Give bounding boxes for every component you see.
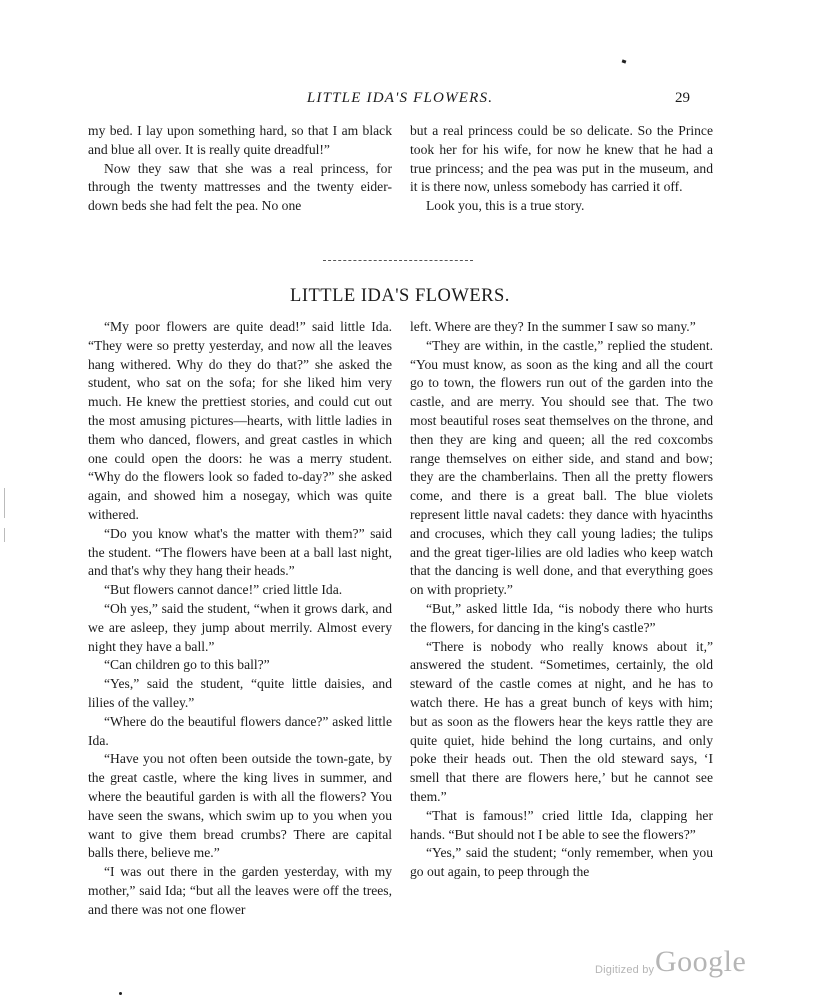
paragraph: my bed. I lay upon something hard, so that I am black and blue all over. It is really quite dreadful!” [88, 123, 392, 157]
paragraph: “They are within, in the castle,” replied the student. “You must know, as soon as the king and all the court go to town, the flowers run out of the garden into the castle, and are merry. You should see that. The two most beautiful roses seat themselves on the throne, and then they are king and queen; all the red coxcombs range themselves on either side, and stand and bow; they are the chamberlains. Then all the pretty flowers come, and there is a great ball. The blue violets represent little naval cadets: they dance with hyacinths and crocuses, which they call young ladies; the tulips and the great tiger-lilies are old ladies who keep watch that the dancing is well done, and that everything goes on with propriety.” [410, 337, 713, 598]
digitized-watermark [595, 945, 765, 981]
story-left-column [88, 318, 392, 920]
paragraph: “I was out there in the garden yesterday, with my mother,” said Ida; “but all the leaves were off the trees, and there was not one flower [88, 864, 392, 917]
page-number: 29 [675, 90, 690, 106]
running-title: LITTLE IDA'S FLOWERS. [306, 90, 494, 106]
running-head [0, 90, 832, 110]
paragraph: “That is famous!” cried little Ida, clapping her hands. “But should not I be able to see the flowers?” [410, 807, 713, 842]
paragraph: “Have you not often been outside the town-gate, by the great castle, where the king lives in summer, and where the beautiful garden is with all the flowers? You have seen the swans, which swim up to you when you want to give them bread crumbs? There are capital balls there, believe me.” [88, 751, 392, 861]
paragraph: “Where do the beautiful flowers dance?” asked little Ida. [88, 713, 392, 748]
paragraph: Look you, this is a true story. [426, 198, 585, 214]
previous-story-right-column [410, 122, 713, 216]
previous-story-left-column [88, 122, 392, 216]
paragraph: “Do you know what's the matter with them?” said the student. “The flowers have been at a ball last night, and that's why they hang their heads.” [88, 525, 392, 579]
stray-ink-mark [622, 59, 627, 63]
story-right-column [410, 318, 713, 882]
watermark-prefix: Digitized by [595, 964, 655, 976]
google-logo: Google [655, 945, 747, 978]
paragraph: “But flowers cannot dance!” cried little Ida. [104, 582, 343, 598]
paragraph: “My poor flowers are quite dead!” said little Ida. “They were so pretty yesterday, and now all the leaves hang withered. Why do they do that?” she asked the student, who sat on the sofa; for she liked him very much. He knew the prettiest stories, and could cut out the most amusing pictures—hearts, with little ladies in them who danced, flowers, and great castles in which one could open the doors: he was a merry student. “Why do the flowers look so faded to-day?” she asked again, and showed him a nosegay, which was quite withered. [88, 319, 392, 522]
paragraph: “Oh yes,” said the student, “when it grows dark, and we are asleep, they jump about merrily. Almost every night they have a ball.” [88, 600, 392, 654]
paragraph: but a real princess could be so delicate. So the Prince took her for his wife, for now he knew that he had a true princess; and the pea was put in the museum, and it is there now, unless somebody has carried it off. [410, 123, 713, 195]
paragraph: “Yes,” said the student; “only remember, when you go out again, to peep through the [410, 845, 713, 880]
paragraph: “Can children go to this ball?” [104, 657, 270, 673]
paragraph: “Yes,” said the student, “quite little daisies, and lilies of the valley.” [88, 676, 392, 710]
paragraph: “There is nobody who really knows about it,” answered the student. “Sometimes, certainly, the old steward of the castle comes at night, and he has to watch there. He has a great bunch of keys with him; but as soon as the flowers hear the keys rattle they are quite quiet, hide behind the long curtains, and only poke their heads out. Then the old steward says, ‘I smell that there are flowers here,’ but he cannot see them.” [410, 638, 713, 804]
section-divider [323, 260, 473, 261]
paragraph: “But,” asked little Ida, “is nobody there who hurts the flowers, for dancing in the king's castle?” [410, 600, 713, 635]
stray-ink-dot [119, 992, 122, 995]
paragraph: left. Where are they? In the summer I saw so many.” [410, 319, 696, 334]
paragraph: Now they saw that she was a real princess, for through the twenty mattresses and the twenty eider-down beds she had felt the pea. No one [88, 160, 392, 214]
scan-edge-mark [4, 488, 5, 518]
scan-edge-mark [4, 528, 5, 542]
chapter-title: LITTLE IDA'S FLOWERS. [290, 286, 510, 306]
